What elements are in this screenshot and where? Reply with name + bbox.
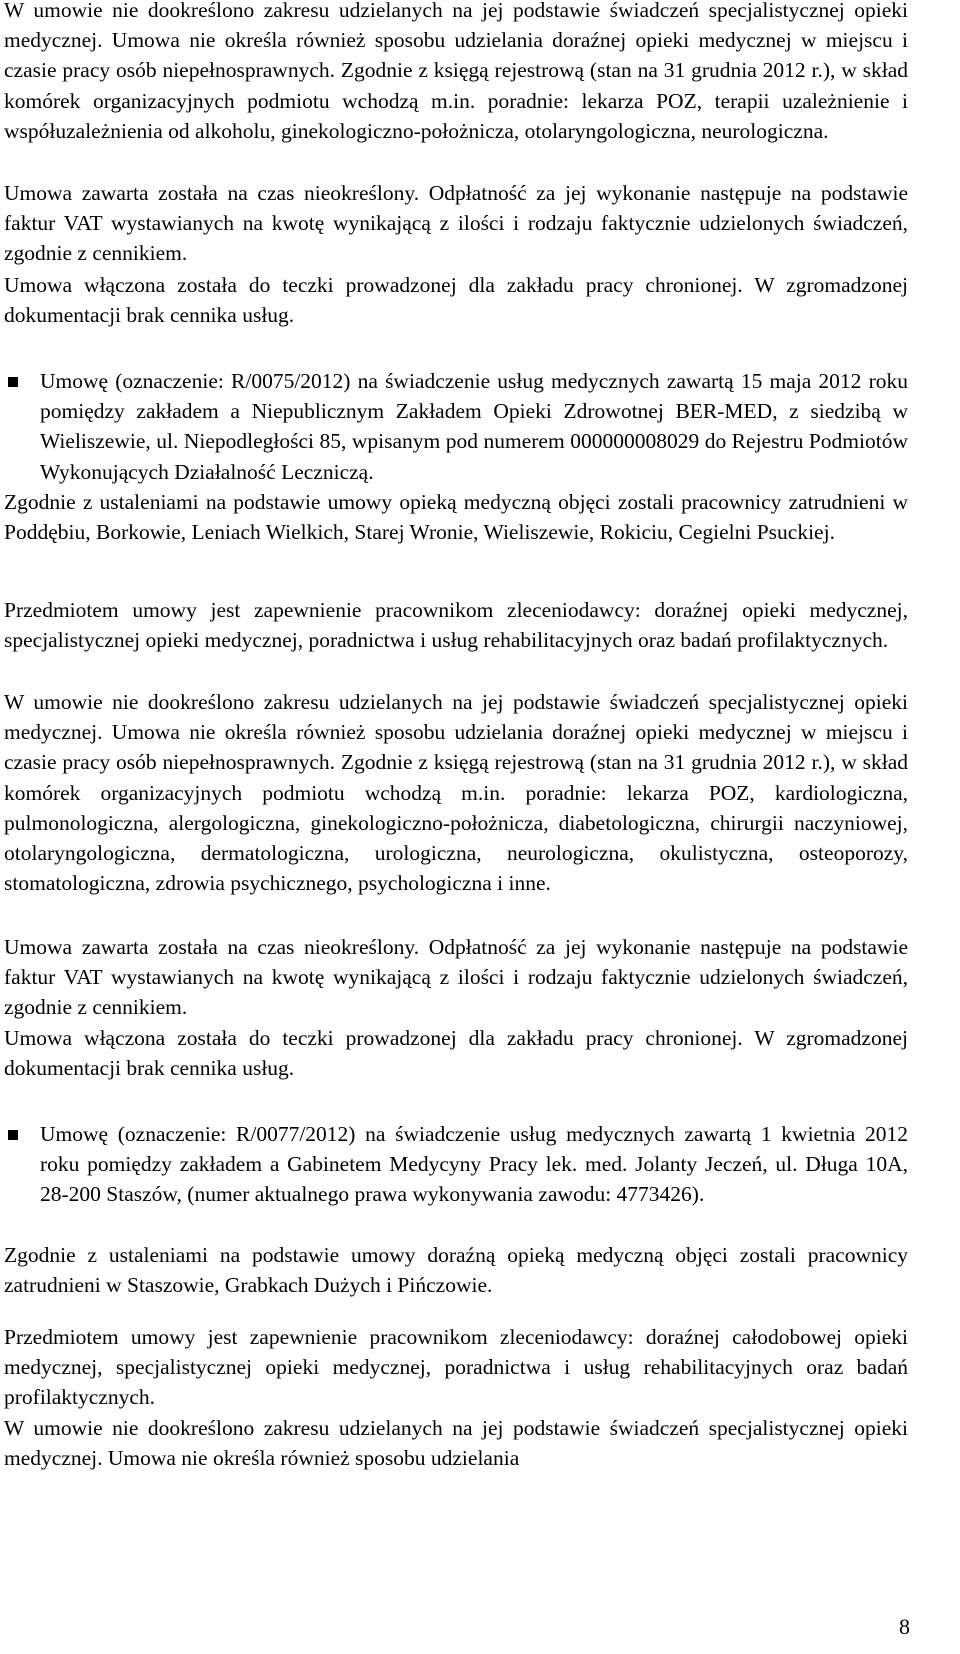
paragraph-scope-1: W umowie nie dookreślono zakresu udzielanych na jej podstawie świadczeń specjalistycznej opieki medycznej. Umowa nie określa również sposobu udzielania doraźnej opieki medycznej w miejscu i czasie pracy osób niepełnosprawnych. Zgodnie z księgą rejestrową (stan na 31 grudnia 2012 r.), w skład komórek organizacyjnych podmiotu wchodzą m.in. poradnie: lekarza POZ, terapii uzależnienie i współuzależnienia od alkoholu, ginekologiczno-położnicza, otolaryngologiczna, neurologiczna. xyxy=(4,0,908,143)
bullet-square-icon xyxy=(8,1130,18,1140)
paragraph-scope-2: W umowie nie dookreślono zakresu udzielanych na jej podstawie świadczeń specjalistycznej opieki medycznej. Umowa nie określa również sposobu udzielania doraźnej opieki medycznej w miejscu i czasie pracy osób niepełnosprawnych. Zgodnie z księgą rejestrową (stan na 31 grudnia 2012 r.), w skład komórek organizacyjnych podmiotu wchodzą m.in. poradnie: lekarza POZ, kardiologiczna, pulmonologiczna, alergologiczna, ginekologiczno-położnicza, diabetologiczna, chirurgii naczyniowej, otolaryngologiczna, dermatologiczna, urologiczna, neurologiczna, okulistyczna, osteoporozy, stomatologiczna, zdrowia psychicznego, psychologiczna i inne. xyxy=(4,690,908,896)
paragraph-contract-r0075: Umowę (oznaczenie: R/0075/2012) na świadczenie usług medycznych zawartą 15 maja 2012 roku pomiędzy zakładem a Niepublicznym Zakładem Opieki Zdrowotnej BER-MED, z siedzibą w Wieliszewie, ul. Niepodległości 85, wpisanym pod numerem 000000008029 do Rejestru Podmiotów Wykonujących Działalność Leczniczą. xyxy=(40,369,908,484)
bullet-square-icon xyxy=(8,377,18,387)
paragraph-contract-term-1: Umowa zawarta została na czas nieokreślony. Odpłatność za jej wykonanie następuje na podstawie faktur VAT wystawianych na kwotę wynikającą z ilości i rodzaju faktycznie udzielonych świadczeń, zgodnie z cennikiem. xyxy=(4,181,908,266)
paragraph-protected-work-2: Umowa włączona została do teczki prowadzonej dla zakładu pracy chronionej. W zgromadzonej dokumentacji brak cennika usług. xyxy=(4,1026,908,1081)
paragraph-subject-2: Przedmiotem umowy jest zapewnienie pracownikom zleceniodawcy: doraźnej całodobowej opieki medycznej, specjalistycznej opieki medycznej, poradnictwa i usług rehabilitacyjnych oraz badań profilaktycznych. xyxy=(4,1325,908,1410)
paragraph-contract-r0077: Umowę (oznaczenie: R/0077/2012) na świadczenie usług medycznych zawartą 1 kwietnia 2012 roku pomiędzy zakładem a Gabinetem Medycyny Pracy lek. med. Jolanty Jeczeń, ul. Długa 10A, 28-200 Staszów, (numer aktualnego prawa wykonywania zawodu: 4773426). xyxy=(40,1122,908,1207)
paragraph-covered-employees-2: Zgodnie z ustaleniami na podstawie umowy doraźną opieką medyczną objęci zostali pracownicy zatrudnieni w Staszowie, Grabkach Dużych i Pińczowie. xyxy=(4,1243,908,1298)
paragraph-contract-term-2: Umowa zawarta została na czas nieokreślony. Odpłatność za jej wykonanie następuje na podstawie faktur VAT wystawianych na kwotę wynikającą z ilości i rodzaju faktycznie udzielonych świadczeń, zgodnie z cennikiem. xyxy=(4,935,908,1020)
paragraph-protected-work-1: Umowa włączona została do teczki prowadzonej dla zakładu pracy chronionej. W zgromadzonej dokumentacji brak cennika usług. xyxy=(4,273,908,328)
page-number: 8 xyxy=(899,1614,910,1639)
paragraph-subject-1: Przedmiotem umowy jest zapewnienie pracownikom zleceniodawcy: doraźnej opieki medycznej, specjalistycznej opieki medycznej, poradnictwa i usług rehabilitacyjnych oraz badań profilaktycznych. xyxy=(4,598,908,653)
paragraph-scope-3: W umowie nie dookreślono zakresu udzielanych na jej podstawie świadczeń specjalistycznej opieki medycznej. Umowa nie określa również sposobu udzielania xyxy=(4,1416,908,1471)
paragraph-covered-employees-1: Zgodnie z ustaleniami na podstawie umowy opieką medyczną objęci zostali pracownicy zatrudnieni w Poddębiu, Borkowie, Leniach Wielkich, Starej Wronie, Wieliszewie, Rokiciu, Cegielni Psuckiej. xyxy=(4,490,908,545)
